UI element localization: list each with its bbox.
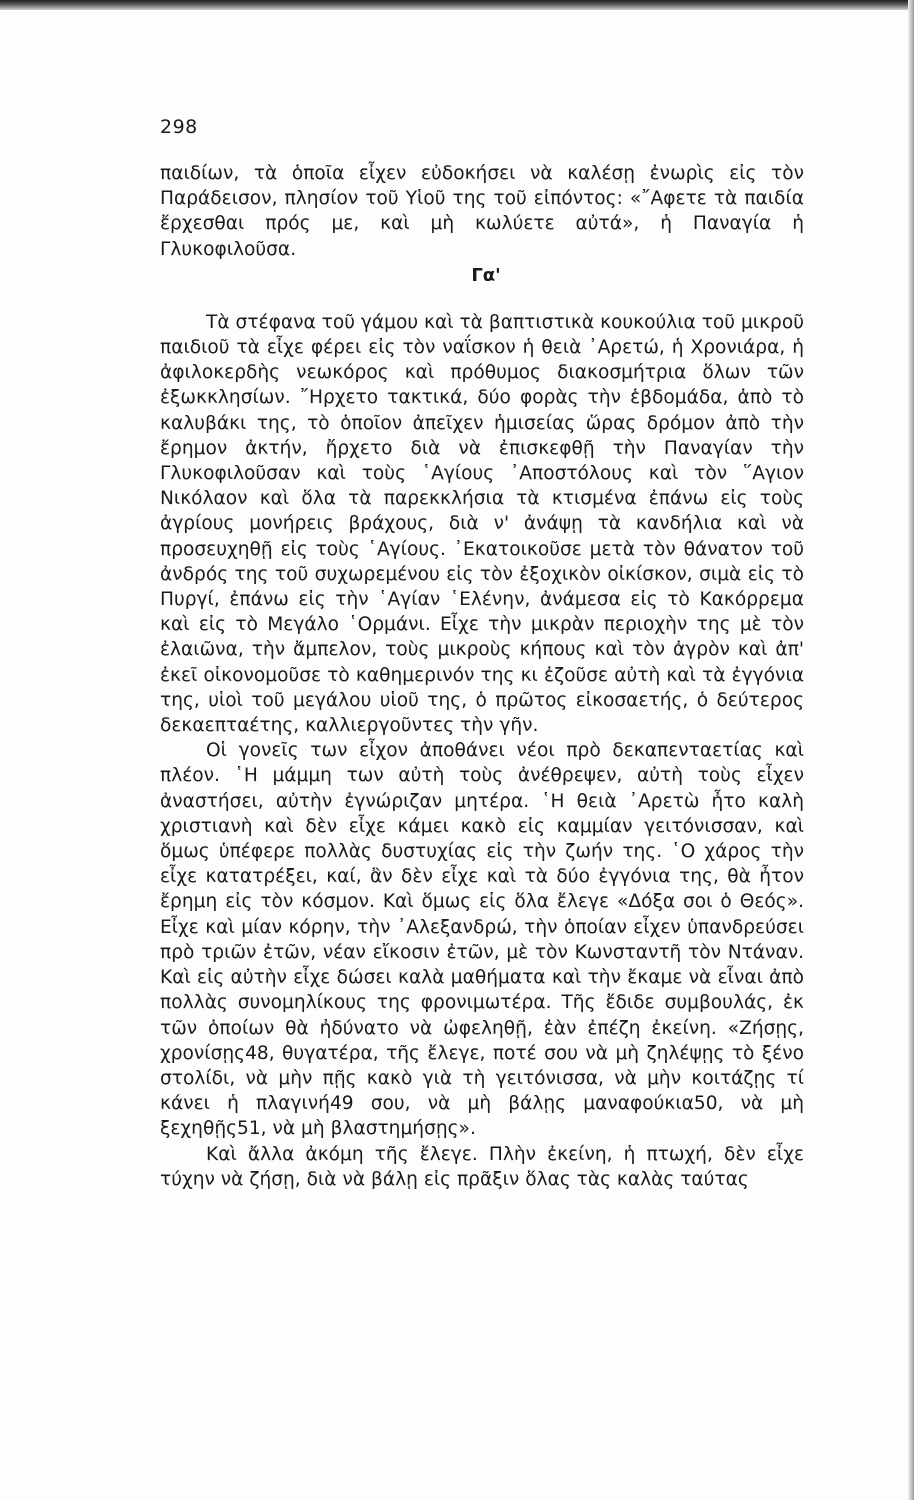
- paragraph: Τὰ στέφανα τοῦ γάμου καὶ τὰ βαπτιστικὰ κουκούλια τοῦ μικροῦ παιδιοῦ τὰ εἶχε φέρει εἰς τὸν ναΐσκον ἡ θειὰ ᾿Αρετώ, ἡ Χρονιάρα, ἡ ἀφιλοκερδὴς νεωκόρος καὶ πρόθυμος διακοσμήτρια ὅλων τῶν ἐξωκκλησίων. ῎Ηρχετο τακτικά, δύο φορὰς τὴν ἑβδομάδα, ἀπὸ τὸ καλυβάκι της, τὸ ὁποῖον ἀπεῖχεν ἡμισείας ὥρας δρόμον ἀπὸ τὴν ἔρημον ἀκτήν, ἤρχετο διὰ νὰ ἐπισκεφθῇ τὴν Παναγίαν τὴν Γλυκοφιλοῦσαν καὶ τοὺς ῾Αγίους ᾿Αποστόλους καὶ τὸν ῞Αγιον Νικόλαον καὶ ὅλα τὰ παρεκκλήσια τὰ κτισμένα ἐπάνω εἰς τοὺς ἀγρίους μονήρεις βράχους, διὰ ν' ἀνάψῃ τὰ κανδήλια καὶ νὰ προσευχηθῇ εἰς τοὺς ῾Αγίους. ᾿Εκατοικοῦσε μετὰ τὸν θάνατον τοῦ ἀνδρός της τοῦ συχωρεμένου εἰς τὸν ἐξοχικὸν οἰκίσκον, σιμὰ εἰς τὸ Πυργί, ἐπάνω εἰς τὴν ῾Αγίαν ῾Ελένην, ἀνάμεσα εἰς τὸ Κακόρρεμα καὶ εἰς τὸ Μεγάλο ῾Ορμάνι. Εἶχε τὴν μικρὰν περιοχὴν της μὲ τὸν ἐλαιῶνα, τὴν ἄμπελον, τοὺς μικροὺς κήπους καὶ τὸν ἀγρὸν καὶ ἀπ' ἐκεῖ οἰκονομοῦσε τὸ καθημερινόν της κι ἐζοῦσε αὐτὴ καὶ τὰ ἐγγόνια της, υἱοὶ τοῦ μεγάλου υἱοῦ της, ὁ πρῶτος εἰκοσαετής, ὁ δεύτερος δεκαεπταέτης, καλλιεργοῦντες τὴν γῆν.: [160, 311, 804, 737]
- section-heading: [160, 262, 804, 310]
- paragraph: Οἱ γονεῖς των εἶχον ἀποθάνει νέοι πρὸ δεκαπενταετίας καὶ πλέον. ῾Η μάμμη των αὐτὴ τοὺς ἀνέθρεψεν, αὐτὴ τοὺς εἶχεν ἀναστήσει, αὐτὴν ἐγνώριζαν μητέρα. ῾Η θειὰ ᾿Αρετὼ ἦτο καλὴ χριστιανὴ καὶ δὲν εἶχε κάμει κακὸ εἰς καμμίαν γειτόνισσαν, καὶ ὅμως ὑπέφερε πολλὰς δυστυχίας εἰς τὴν ζωήν της. ῾Ο χάρος τὴν εἶχε κατατρέξει, καί, ἂν δὲν εἶχε καὶ τὰ δύο ἐγγόνια της, θὰ ἦτον ἔρημη εἰς τὸν κόσμον. Καὶ ὅμως εἰς ὅλα ἔλεγε «Δόξα σοι ὁ Θεός». Εἶχε καὶ μίαν κόρην, τὴν ᾿Αλεξανδρώ, τὴν ὁποίαν εἶχεν ὑπανδρεύσει πρὸ τριῶν ἐτῶν, νέαν εἴκοσιν ἐτῶν, μὲ τὸν Κωνσταντῆ τὸν Ντάναν. Καὶ εἰς αὐτὴν εἶχε δώσει καλὰ μαθήματα καὶ τὴν ἔκαμε νὰ εἶναι ἀπὸ πολλὰς συνομηλίκους της φρονιμωτέρα. Τῆς ἔδιδε συμβουλάς, ἐκ τῶν ὁποίων θὰ ἠδύνατο νὰ ὠφεληθῇ, ἐὰν ἐπέζη ἐκείνη. «Ζήσῃς, χρονίσῃς48, θυγατέρα, τῆς ἔλεγε, ποτέ σου νὰ μὴ ζηλέψῃς τὸ ξένο στολίδι, νὰ μὴν πῇς κακὸ γιὰ τὴ γειτόνισσα, νὰ μὴν κοιτάζῃς τί κάνει ἡ πλαγινή49 σου, νὰ μὴ βάλῃς μαναφούκια50, νὰ μὴ ξεχηθῇς51, νὰ μὴ βλαστημήσῃς».: [160, 740, 804, 1140]
- scan-right-edge: [908, 0, 914, 1500]
- body-text: [160, 161, 804, 1192]
- paragraph: Καὶ ἄλλα ἀκόμη τῆς ἔλεγε. Πλὴν ἐκείνη, ἡ πτωχή, δὲν εἶχε τύχην νὰ ζήσῃ, διὰ νὰ βάλῃ εἰς πρᾶξιν ὅλας τὰς καλὰς ταύτας: [160, 1143, 804, 1190]
- paragraph-continuation: παιδίων, τὰ ὁποῖα εἶχεν εὐδοκήσει νὰ καλέσῃ ἐνωρὶς εἰς τὸν Παράδεισον, πλησίον τοῦ Υἱοῦ της τοῦ εἰπόντος: «῎Αφετε τὰ παιδία ἔρχεσθαι πρός με, καὶ μὴ κωλύετε αὐτά», ἡ Παναγία ἡ Γλυκοφιλοῦσα.: [160, 163, 804, 260]
- section-heading-label: Γα': [471, 264, 501, 286]
- scan-top-edge: [0, 0, 914, 10]
- page-number: 298: [160, 116, 198, 138]
